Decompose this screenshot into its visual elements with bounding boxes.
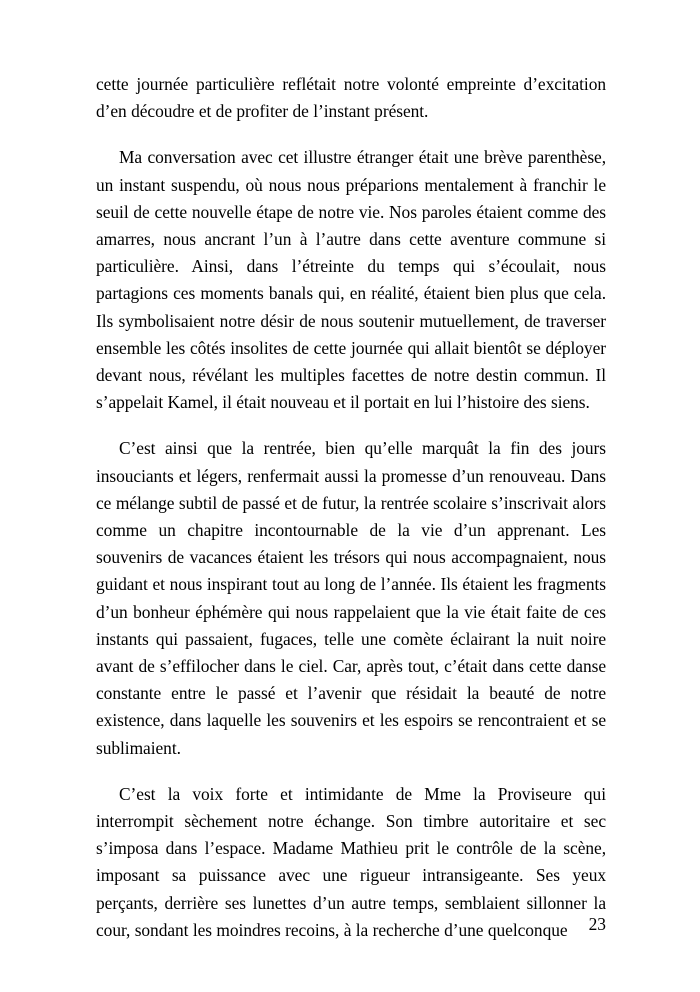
paragraph-conversation: Ma conversation avec cet illustre étranger était une brève parenthèse, un instant suspendu, où nous nous préparions mentalement à franchir le seuil de cette nouvelle étape de notre vie. Nos paroles étaient comme des amarres, nous ancrant l’un à l’autre dans cette aventure commune si particulière. Ainsi, dans l’étreinte du temps qui s’écoulait, nous partagions ces moments banals qui, en réalité, étaient bien plus que cela. Ils symbolisaient notre désir de nous soutenir mutuellement, de traverser ensemble les côtés insolites de cette journée qui allait bientôt se déployer devant nous, révélant les multiples facettes de notre destin commun. Il s’appelait Kamel, il était nouveau et il portait en lui l’histoire des siens. (96, 147, 606, 413)
paragraph-continuation: cette journée particulière reflétait notre volonté empreinte d’excitation d’en découdre et de profiter de l’instant présent. (96, 74, 606, 122)
paragraph-proviseure: C’est la voix forte et intimidante de Mme la Proviseure qui interrompit sèchement notre échange. Son timbre autoritaire et sec s’imposa dans l’espace. Madame Mathieu prit le contrôle de la scène, imposant sa puissance avec une rigueur intransigeante. Ses yeux perçants, derrière ses lunettes d’un autre temps, semblaient sillonner la cour, sondant les moindres recoins, à la recherche d’une quelconque (96, 783, 606, 940)
page-body-text (96, 71, 606, 944)
paragraph-rentree: C’est ainsi que la rentrée, bien qu’elle marquât la fin des jours insouciants et légers, renfermait aussi la promesse d’un renouveau. Dans ce mélange subtil de passé et de futur, la rentrée scolaire s’inscrivait alors comme un chapitre incontournable de la vie d’un apprenant. Les souvenirs de vacances étaient les trésors qui nous accompagnaient, nous guidant et nous inspirant tout au long de l’année. Ils étaient les fragments d’un bonheur éphémère qui nous rappelaient que la vie était faite de ces instants qui passaient, fugaces, telle une comète éclairant la nuit noire avant de s’effilocher dans le ciel. Car, après tout, c’était dans cette danse constante entre le passé et l’avenir que résidait la beauté de notre existence, dans laquelle les souvenirs et les espoirs se rencontraient et se sublimaient. (96, 438, 606, 758)
page-number: 23 (588, 914, 606, 934)
